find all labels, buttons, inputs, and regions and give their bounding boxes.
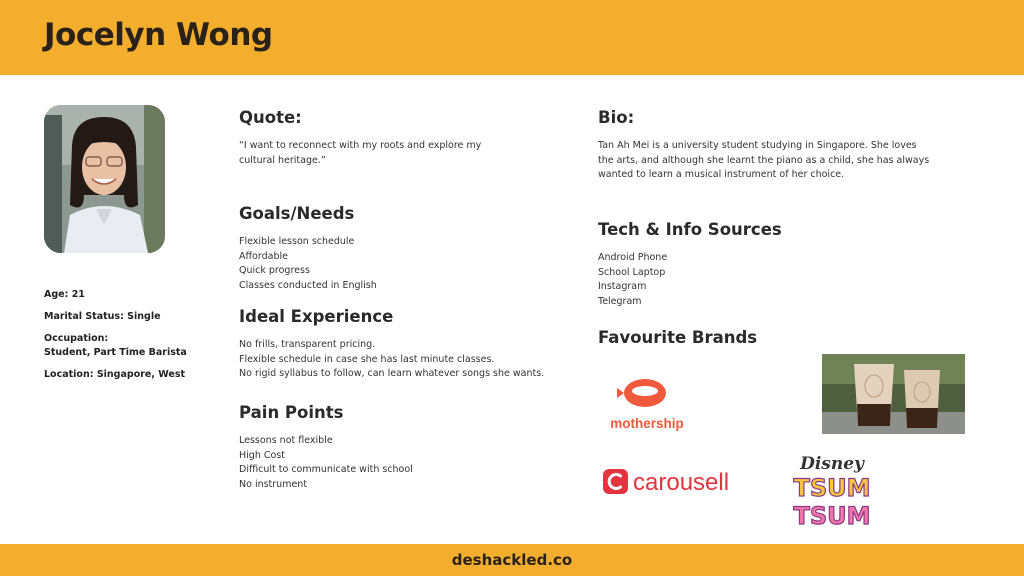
pain-title: Pain Points: [239, 403, 344, 422]
mothership-logo: [603, 375, 691, 435]
occupation: [44, 332, 224, 360]
bio-text: [598, 139, 929, 183]
bio-line: Tan Ah Mei is a university student studying in Singapore. She loves: [598, 140, 917, 151]
list-item: Flexible lesson schedule: [239, 236, 355, 247]
occupation-label: Occupation:: [44, 333, 109, 344]
carousell-logo: [602, 464, 747, 500]
footer-site: deshackled.co: [451, 551, 573, 569]
bio-title: Bio:: [598, 108, 635, 127]
brands-title: Favourite Brands: [598, 328, 758, 347]
ideal-list: [239, 338, 544, 382]
goals-list: [239, 235, 377, 293]
carousell-wordmark: carousell: [633, 469, 730, 496]
profile-photo: [44, 105, 165, 253]
quote-line: cultural heritage.”: [239, 154, 326, 166]
profile-facts: [44, 288, 224, 390]
list-item: Classes conducted in English: [239, 279, 377, 291]
header-bar: [0, 0, 1024, 75]
marital-status: Marital Status: Single: [44, 311, 161, 322]
age: Age: 21: [44, 289, 85, 300]
ideal-title: Ideal Experience: [239, 307, 394, 326]
list-item: No rigid syllabus to follow, can learn whatever songs she wants.: [239, 368, 545, 379]
disney-wordmark: Disney: [800, 454, 864, 474]
list-item: Quick progress: [239, 265, 310, 276]
list-item: Android Phone: [598, 252, 668, 263]
tech-title: Tech & Info Sources: [598, 220, 782, 239]
bio-line: the arts, and although she learnt the piano as a child, she has always: [598, 154, 930, 166]
pain-list: [239, 434, 413, 492]
list-item: High Cost: [239, 449, 285, 461]
quote-text: [239, 139, 481, 168]
list-item: School Laptop: [598, 266, 666, 278]
quote-title: Quote:: [239, 108, 302, 127]
tsum-tsum-logo: [770, 448, 895, 533]
list-item: Instagram: [598, 281, 647, 292]
list-item: Flexible schedule in case she has last minute classes.: [239, 353, 495, 365]
list-item: Lessons not flexible: [239, 435, 333, 446]
tsum-wordmark-top: TSUM: [793, 474, 871, 502]
tsum-wordmark-bottom: TSUM: [793, 502, 871, 530]
mothership-wordmark: mothership: [610, 416, 684, 431]
goals-title: Goals/Needs: [239, 204, 355, 223]
occupation-value: Student, Part Time Barista: [44, 347, 187, 358]
footer-bar: [0, 544, 1024, 576]
bio-line: wanted to learn a musical instrument of her choice.: [598, 169, 845, 180]
quote-line: “I want to reconnect with my roots and explore my: [239, 140, 482, 151]
list-item: Affordable: [239, 250, 288, 262]
list-item: Telegram: [598, 295, 642, 307]
milk-tea-photo: [822, 354, 965, 434]
list-item: Difficult to communicate with school: [239, 464, 413, 475]
persona-name: Jocelyn Wong: [44, 17, 273, 53]
list-item: No instrument: [239, 478, 308, 490]
location: Location: Singapore, West: [44, 369, 186, 380]
list-item: No frills, transparent pricing.: [239, 339, 376, 350]
tech-list: [598, 251, 667, 309]
